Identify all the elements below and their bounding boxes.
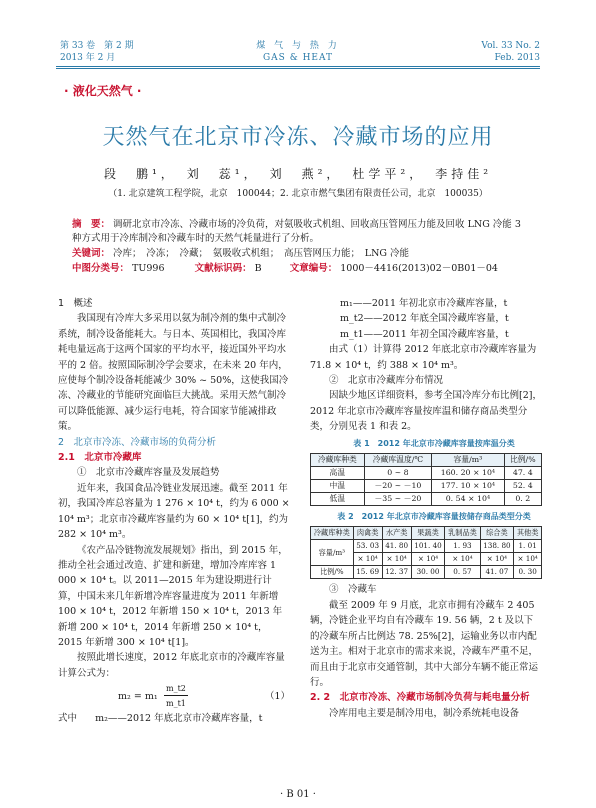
table-cell: × 10⁴ bbox=[411, 553, 445, 566]
paragraph: 按照此增长速度，2012 年底北京市的冷藏库容量计算公式为： bbox=[58, 652, 285, 679]
table-cell: × 10⁴ bbox=[353, 553, 382, 566]
section-2-2-heading: 2. 2 北京市冷冻、冷藏市场制冷负荷与耗电量分析 bbox=[310, 692, 530, 704]
table-cell: 0 ~ 8 bbox=[364, 467, 432, 480]
formula-number: （1） bbox=[264, 691, 290, 703]
table-1-caption: 表 1 2012 年北京市冷藏库容量按库温分类 bbox=[353, 438, 515, 448]
table-row bbox=[311, 540, 542, 553]
abstract bbox=[72, 218, 532, 276]
table-cell: 比例/% bbox=[311, 566, 354, 579]
article-no-label: 文章编号： bbox=[289, 263, 338, 274]
table-2-caption: 表 2 2012 年北京市冷藏库容量按储存商品类型分类 bbox=[337, 512, 531, 522]
publish-date: 2013 年 2 月 bbox=[60, 53, 116, 63]
abstract-text: 调研北京市冷冻、冷藏市场的冷负荷，对氨吸收式机组、回收高压管网压力能及回收 LNG 冷能 3 种方式用于冷库制冷和冷藏车时的天然气耗量进行了分析。 bbox=[72, 219, 521, 244]
table-cell: × 10⁴ bbox=[445, 553, 480, 566]
table-cell: 0. 30 bbox=[514, 566, 542, 579]
formula-numerator: m_t2 bbox=[166, 684, 186, 694]
formula-denominator: m_t1 bbox=[166, 699, 186, 709]
table-cell: 53. 03 bbox=[353, 540, 382, 553]
table-row bbox=[311, 480, 542, 493]
formula-where: 式中 bbox=[58, 713, 78, 725]
table-header-cell: 水产类 bbox=[382, 527, 411, 540]
page-number: · B 01 · bbox=[280, 789, 316, 800]
abstract-label: 摘 要： bbox=[72, 219, 111, 230]
table-cell: × 10⁴ bbox=[514, 553, 542, 566]
header-rule-2 bbox=[56, 68, 540, 69]
table-header-cell: 乳制品类 bbox=[445, 527, 480, 540]
subsection-heading: ③ 冷藏车 bbox=[329, 584, 377, 596]
date-en: Feb. 2013 bbox=[494, 53, 540, 63]
clc-code: TU996 bbox=[132, 263, 165, 274]
subsection-heading: ① 北京市冷藏库容量及发展趋势 bbox=[77, 467, 220, 479]
section-2-1-heading: 2.1 北京市冷藏库 bbox=[58, 452, 142, 464]
formula-vars bbox=[58, 711, 290, 726]
table-cell: 低温 bbox=[311, 493, 365, 506]
left-column bbox=[58, 296, 290, 727]
journal-name-en: GAS & HEAT bbox=[262, 53, 334, 63]
var-mt2: m_t2——2012 年底全国冷藏库容量，t bbox=[340, 313, 509, 325]
table-cell: 容量/m³ bbox=[311, 540, 354, 566]
var-mt1: m_t1——2011 年初全国冷藏库容量，t bbox=[340, 328, 509, 340]
var-m1: m₁——2011 年初北京市冷藏库容量，t bbox=[340, 298, 508, 309]
table-header-cell: 冷藏库种类 bbox=[311, 527, 354, 540]
table-row bbox=[311, 493, 542, 506]
table-cell: －35 ~ －20 bbox=[364, 493, 432, 506]
journal-vol-en bbox=[430, 40, 540, 64]
right-column bbox=[310, 296, 542, 721]
table-header-cell: 果蔬类 bbox=[411, 527, 445, 540]
table-cell: 41. 07 bbox=[480, 566, 514, 579]
table-header-cell: 冷藏库种类 bbox=[311, 454, 365, 467]
keywords-label: 关键词： bbox=[72, 248, 111, 259]
journal-name-cn: 煤 气 与 热 力 bbox=[256, 41, 340, 51]
article-title: 天然气在北京市冷冻、冷藏市场的应用 bbox=[102, 125, 494, 150]
article-no: 1000－4416(2013)02－0B01－04 bbox=[340, 263, 498, 274]
table-cell: 12. 37 bbox=[382, 566, 411, 579]
formula-1 bbox=[58, 681, 290, 711]
table-cell: 1. 01 bbox=[514, 540, 542, 553]
paragraph: 《农产品冷链物流发展规划》指出，到 2015 年，推动全社会通过改造、扩建和新建，增加冷库库容 1 000 × 10⁴ t。以 2011—2015 年为建设期进行计算，中国未来几年新增冷库容量进度为 2011 年新增 100 × 10⁴ t，2012 年新增 150 × 10⁴ t，2013 年新增 200 × 10⁴ t，2014 年新增 250 × 10⁴ t，2015 年新增 300 × 10⁴ t[1]。 bbox=[58, 544, 288, 648]
var-m2: m₂——2012 年底北京市冷藏库容量，t bbox=[95, 713, 263, 725]
header-rule bbox=[56, 66, 540, 67]
doc-code: B bbox=[254, 263, 262, 274]
authors: 段 鹏¹， 刘 蕊¹， 刘 燕²， 杜学平²， 李持佳² bbox=[103, 167, 493, 181]
table-cell: －20 ~ －10 bbox=[364, 480, 432, 493]
table-cell: 高温 bbox=[311, 467, 365, 480]
paragraph: 截至 2009 年 9 月底，北京市拥有冷藏车 2 405 辆，冷链企业平均自有冷藏车 19. 56 辆，2 t 及以下的冷藏车所占比例达 78. 25%[2]，运输业务以市内配送为主。相对于北京市的需求来说，冷藏车严重不足，而且由于北京市交通管制，其中大部分车辆不能正常运行。 bbox=[310, 599, 539, 688]
paragraph: 我国现有冷库大多采用以氨为制冷剂的集中式制冷系统，制冷设备能耗大。与日本、英国相比，我国冷库耗电量远高于这两个国家的平均水平，接近国外平均水平的 2 倍。按照国际制冷学会要求，在未来 20 年内，应使每个制冷设备耗能减少 30% ~ 50%，这使我国冷冻、冷藏业的节能研究面临巨大挑战。采用天然气制冷可以降低能源、减少运行电耗，符合国家节能减排政策。 bbox=[58, 313, 289, 433]
table-cell: 1. 93 bbox=[445, 540, 480, 553]
journal-volume bbox=[60, 40, 210, 64]
volume-no-en: Vol. 33 No. 2 bbox=[481, 41, 540, 51]
table-cell: 中温 bbox=[311, 480, 365, 493]
table-cell: 15. 69 bbox=[353, 566, 382, 579]
table-cell: 30. 00 bbox=[411, 566, 445, 579]
paragraph: 因缺少地区详细资料，参考全国冷库分布比例[2]，2012 年北京市冷藏库容量按库温和储存商品类型分类，分别见表 1 和表 2。 bbox=[310, 390, 542, 433]
table-cell: 41. 80 bbox=[382, 540, 411, 553]
doc-code-label: 文献标识码： bbox=[194, 263, 252, 274]
formula-lhs: m₂ = m₁ bbox=[118, 691, 158, 703]
table-cell: 52. 4 bbox=[504, 480, 541, 493]
section-1-heading: 1 概述 bbox=[58, 298, 93, 309]
table-header-cell: 容量/m³ bbox=[432, 454, 504, 467]
table-2 bbox=[310, 526, 542, 579]
table-cell: 0. 2 bbox=[504, 493, 541, 506]
table-header-cell: 其他类 bbox=[514, 527, 542, 540]
table-row bbox=[311, 467, 542, 480]
table-cell: 138. 80 bbox=[480, 540, 514, 553]
table-row bbox=[311, 566, 542, 579]
table-header-cell: 比例/% bbox=[504, 454, 541, 467]
table-cell: × 10⁴ bbox=[382, 553, 411, 566]
table-cell: 160. 20 × 10⁴ bbox=[432, 467, 504, 480]
table-header-cell: 综合类 bbox=[480, 527, 514, 540]
table-header-cell: 肉禽类 bbox=[353, 527, 382, 540]
table-cell: × 10⁴ bbox=[480, 553, 514, 566]
table-header-cell: 冷藏库温度/℃ bbox=[364, 454, 432, 467]
journal-title bbox=[198, 40, 398, 64]
paragraph: 近年来，我国食品冷链业发展迅速。截至 2011 年初，我国冷库总容量为 1 276 × 10⁴ t，约为 6 000 × 10⁴ m³；北京市冷藏库容量约为 60 × 10⁴ t[1]，约为 282 × 10⁴ m³。 bbox=[58, 482, 290, 541]
paragraph: 由式（1）计算得 2012 年底北京市冷藏库容量为 71.8 × 10⁴ t，约 388 × 10⁴ m³。 bbox=[310, 344, 537, 371]
table-cell: 0. 57 bbox=[445, 566, 480, 579]
clc-label: 中图分类号： bbox=[72, 263, 130, 274]
table-cell: 101. 40 bbox=[411, 540, 445, 553]
paragraph: 冷库用电主要是制冷用电，制冷系统耗电设备 bbox=[329, 707, 520, 719]
affiliation: （1. 北京建筑工程学院，北京 100044；2. 北京市燃气集团有限责任公司，北京 100035） bbox=[108, 189, 488, 199]
subsection-heading: ② 北京市冷藏库分布情况 bbox=[329, 375, 444, 387]
table-cell: 47. 4 bbox=[504, 467, 541, 480]
table-1 bbox=[310, 453, 542, 506]
volume-issue: 第 33 卷 第 2 期 bbox=[60, 41, 134, 51]
section-tag: · 液化天然气 · bbox=[64, 84, 142, 98]
table-cell: 0. 54 × 10⁴ bbox=[432, 493, 504, 506]
section-2-heading: 2 北京市冷冻、冷藏市场的负荷分析 bbox=[58, 436, 217, 448]
keywords: 冷库； 冷冻； 冷藏； 氨吸收式机组； 高压管网压力能； LNG 冷能 bbox=[113, 248, 410, 259]
table-cell: 177. 10 × 10⁴ bbox=[432, 480, 504, 493]
